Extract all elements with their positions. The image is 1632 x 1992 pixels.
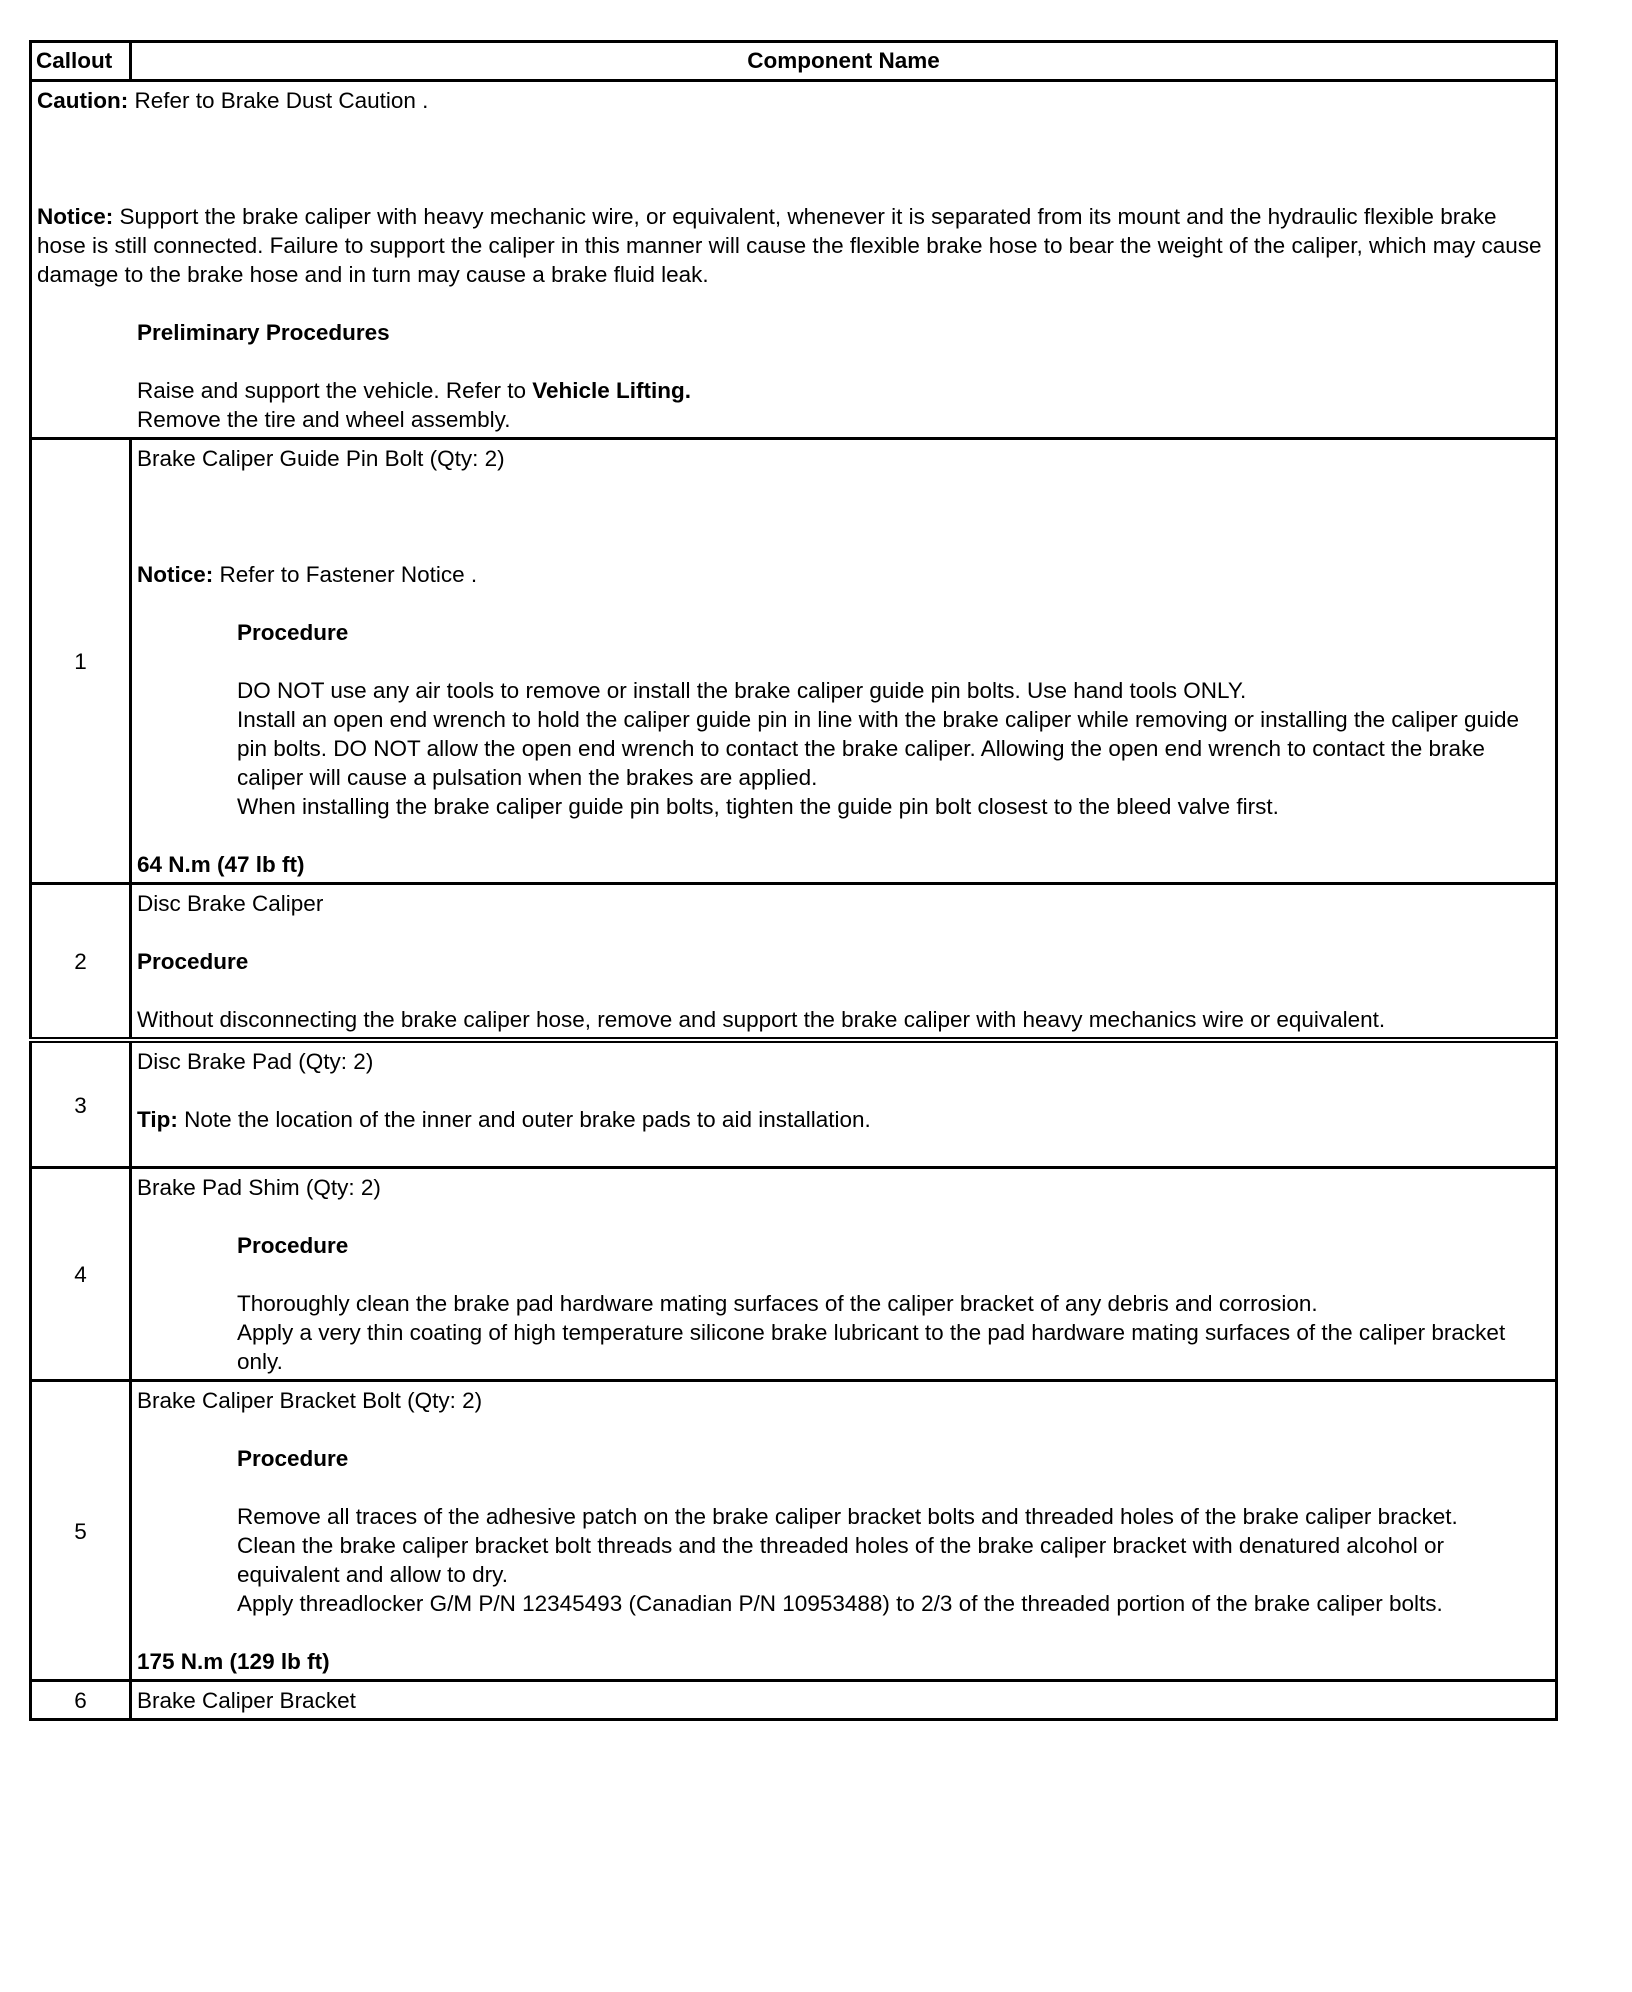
tip-text: Note the location of the inner and outer brake pads to aid installation. [177,1107,871,1132]
notice-paragraph [37,202,1550,289]
callout-3: 3 [31,1040,131,1168]
procedure-step: Install an open end wrench to hold the caliper guide pin in line with the brake caliper while removing or installing the caliper guide pin bolts. DO NOT allow the open end wrench to contact the brake caliper. Allowing the open end wrench to contact the brake caliper will cause a pulsation when the brakes are applied. [237,707,1520,790]
intro-cell [31,81,1557,439]
notice-text: Support the brake caliper with heavy mechanic wire, or equivalent, whenever it is separated from its mount and the hydraulic flexible brake hose is still connected. Failure to support the caliper in this manner will cause the flexible brake hose to bear the weight of the caliper, which may cause damage to the brake hose and in turn may cause a brake fluid leak. [37,204,1542,287]
table-row [31,439,1557,884]
component-name: Disc Brake Caliper [137,891,324,916]
callout-6: 6 [31,1681,131,1720]
header-component-name: Component Name [131,42,1557,81]
component-table [29,40,1558,1721]
procedure-heading: Procedure [137,949,249,974]
procedure-heading: Procedure [237,620,349,645]
tip-label: Tip: [137,1107,178,1132]
callout-2: 2 [31,884,131,1041]
procedure-step: Apply a very thin coating of high temperature silicone brake lubricant to the pad hardware mating surfaces of the caliper bracket only. [237,1320,1506,1374]
tip-line [137,1105,1550,1134]
procedure-step: Clean the brake caliper bracket bolt threads and the threaded holes of the brake caliper bracket with denatured alcohol or equivalent and allow to dry. [237,1533,1444,1587]
component-cell-4 [131,1168,1557,1381]
torque-spec: 64 N.m (47 lb ft) [137,852,305,877]
prelim-step-1-text: Raise and support the vehicle. Refer to [137,378,533,403]
procedure-heading: Procedure [237,1446,349,1471]
notice-line [137,560,1550,589]
component-cell-6 [131,1681,1557,1720]
callout-1: 1 [31,439,131,884]
component-name: Brake Pad Shim (Qty: 2) [137,1175,381,1200]
header-callout: Callout [31,42,131,81]
component-name: Disc Brake Pad (Qty: 2) [137,1049,374,1074]
table-header-row [31,42,1557,81]
component-name: Brake Caliper Guide Pin Bolt (Qty: 2) [137,446,505,471]
callout-4: 4 [31,1168,131,1381]
table-row [31,884,1557,1041]
notice-label: Notice: [137,562,214,587]
prelim-heading: Preliminary Procedures [137,320,390,345]
component-name: Brake Caliper Bracket Bolt (Qty: 2) [137,1388,483,1413]
component-cell-5 [131,1381,1557,1681]
caution-label: Caution: [37,88,129,113]
table-row [31,1040,1557,1168]
table-row [31,1168,1557,1381]
callout-5: 5 [31,1381,131,1681]
component-name: Brake Caliper Bracket [137,1688,356,1713]
intro-row [31,81,1557,439]
procedure-step: Remove all traces of the adhesive patch on the brake caliper bracket bolts and threaded holes of the brake caliper bracket. [237,1504,1458,1529]
component-cell-3 [131,1040,1557,1168]
procedure-heading: Procedure [237,1233,349,1258]
table-row [31,1681,1557,1720]
prelim-step-2: Remove the tire and wheel assembly. [137,407,511,432]
procedure-step: Without disconnecting the brake caliper hose, remove and support the brake caliper with heavy mechanics wire or equivalent. [137,1007,1386,1032]
component-cell-2 [131,884,1557,1041]
prelim-step-1 [37,376,1550,405]
torque-spec: 175 N.m (129 lb ft) [137,1649,330,1674]
notice-text: Refer to Fastener Notice . [213,562,478,587]
procedure-step: Apply threadlocker G/M P/N 12345493 (Canadian P/N 10953488) to 2/3 of the threaded portion of the brake caliper bolts. [237,1591,1443,1616]
vehicle-lifting-link[interactable]: Vehicle Lifting. [532,378,692,403]
procedure-step: DO NOT use any air tools to remove or install the brake caliper guide pin bolts. Use hand tools ONLY. [237,678,1247,703]
notice-label: Notice: [37,204,114,229]
caution-text: Refer to Brake Dust Caution . [128,88,429,113]
component-cell-1 [131,439,1557,884]
procedure-step: When installing the brake caliper guide pin bolts, tighten the guide pin bolt closest to the bleed valve first. [237,794,1279,819]
caution-line [37,86,1550,115]
table-row [31,1381,1557,1681]
procedure-step: Thoroughly clean the brake pad hardware mating surfaces of the caliper bracket of any debris and corrosion. [237,1291,1318,1316]
